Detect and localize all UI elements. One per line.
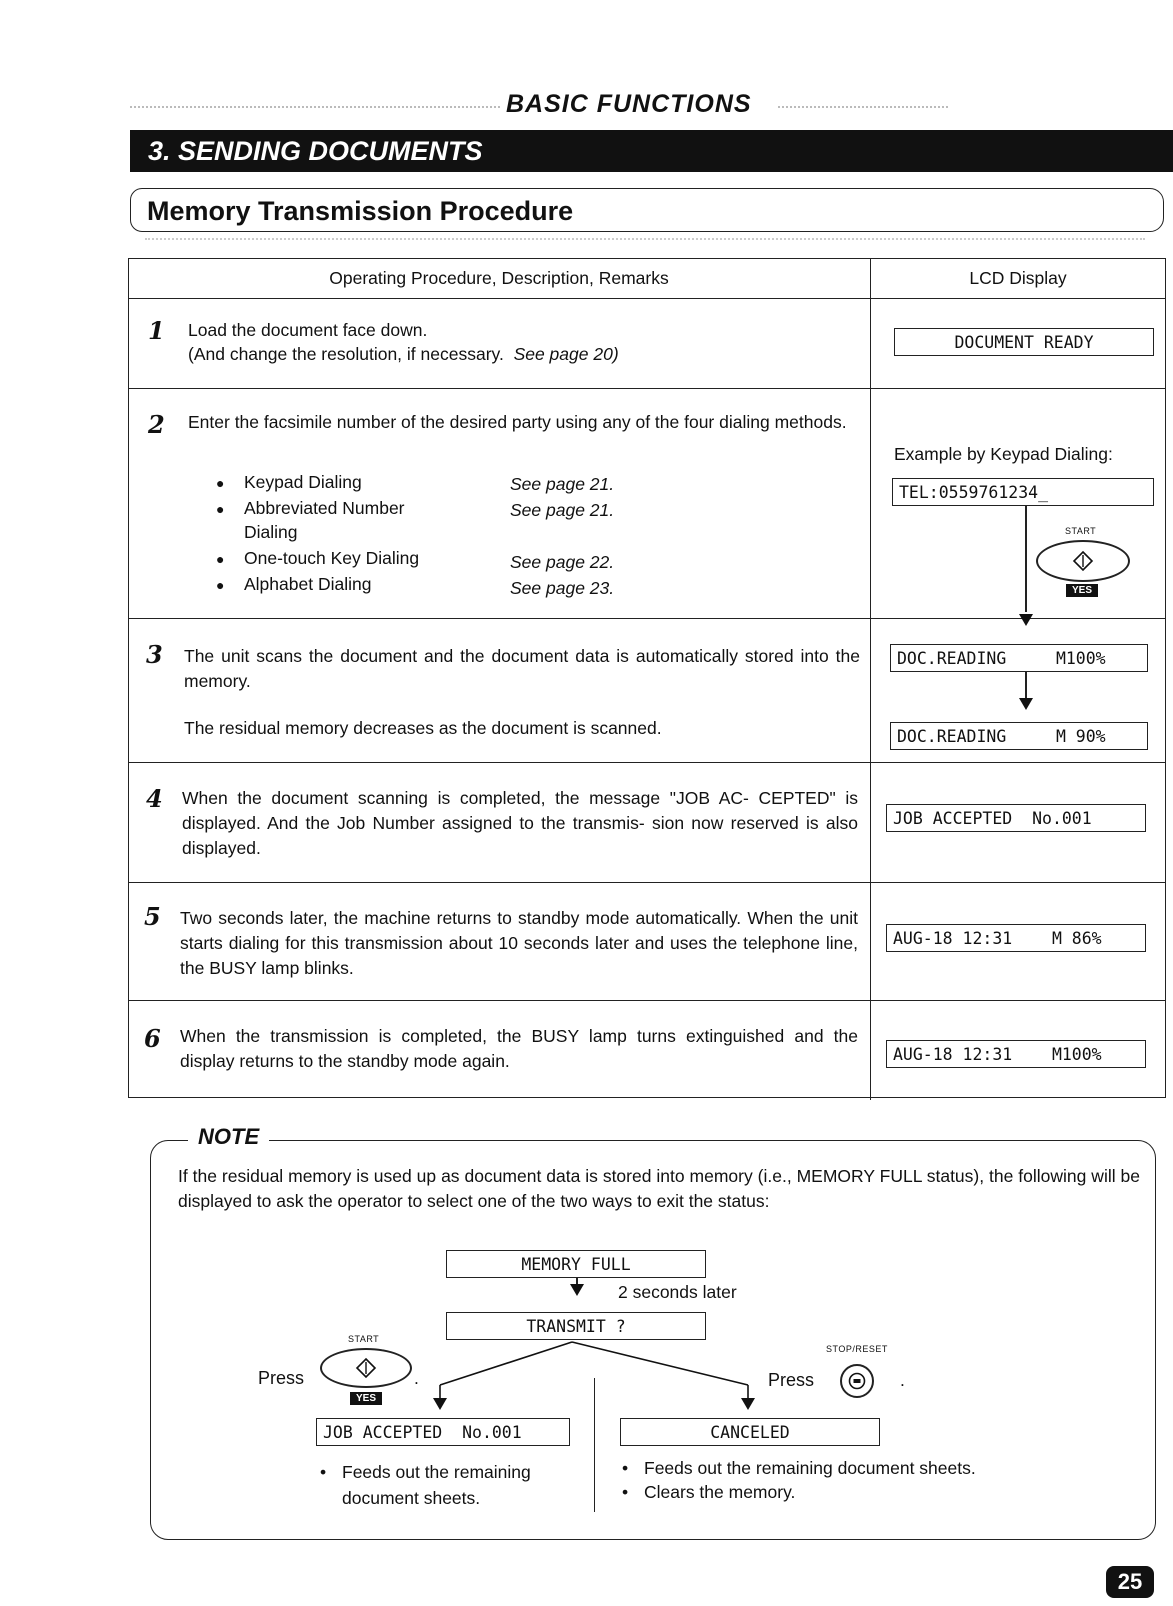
press-start-label: Press xyxy=(258,1368,305,1388)
branch-divider xyxy=(594,1378,595,1512)
right-bullet-dot-1: • xyxy=(622,1458,629,1478)
row-divider-4 xyxy=(128,882,1166,883)
arrow-down-icon xyxy=(433,1398,447,1410)
step-5-number: 5 xyxy=(144,902,161,931)
step-1-resolution-text: (And change the resolution, if necessary. xyxy=(188,344,514,364)
flow-line-step2 xyxy=(1025,506,1027,612)
step-4-text: When the document scanning is completed, the message "JOB AC- CEPTED" is displayed. And the Job Number assigned to the transmis- sion now reserved is also displayed. xyxy=(182,788,858,858)
method-keypad-ref: See page 21. xyxy=(510,474,615,494)
lcd-canceled: CANCELED xyxy=(620,1418,880,1446)
left-bullet-text2: document sheets. xyxy=(342,1488,481,1508)
press-start-period: . xyxy=(414,1368,419,1388)
step-4-number: 4 xyxy=(146,784,163,813)
stop-icon xyxy=(847,1371,867,1391)
header-dots-left xyxy=(130,106,500,108)
step-1-number: 1 xyxy=(148,316,165,345)
start-key-label: START xyxy=(1065,526,1097,536)
lcd-memory-full: MEMORY FULL xyxy=(446,1250,706,1278)
method-alphabet-label: ● Alphabet Dialing xyxy=(244,572,371,597)
note-title: NOTE xyxy=(188,1124,269,1150)
yes-badge-note: YES xyxy=(350,1392,382,1405)
arrow-down-icon xyxy=(1019,614,1033,626)
start-key-label-note: START xyxy=(348,1334,380,1344)
arrow-down-icon xyxy=(1019,698,1033,710)
press-stop-label: Press xyxy=(768,1370,815,1390)
subhead-dots xyxy=(145,238,1145,240)
start-diamond-icon xyxy=(355,1357,377,1379)
arrow-down-icon xyxy=(570,1284,584,1296)
branch-lines xyxy=(400,1340,780,1402)
note-text: If the residual memory is used up as document data is stored into memory (i.e., MEMORY FULL status), the following will be displayed to ask the operator to select one of the two ways to exit the status: xyxy=(178,1166,1140,1211)
start-key-button[interactable] xyxy=(1036,540,1130,582)
step-3-text1: The unit scans the document and the document data is automatically stored into the memory. xyxy=(184,646,860,691)
left-bullet-dot: • xyxy=(320,1462,327,1482)
flow-line-step3 xyxy=(1025,672,1027,700)
lcd-standby-86: AUG-18 12:31 M 86% xyxy=(886,924,1146,952)
step-2-text: Enter the facsimile number of the desired party using any of the four dialing methods. xyxy=(188,412,847,432)
step-6-number: 6 xyxy=(144,1024,161,1053)
start-diamond-icon xyxy=(1072,550,1094,572)
row-divider-2 xyxy=(128,618,1166,619)
press-stop-period: . xyxy=(900,1370,905,1390)
right-bullet-text-1: Feeds out the remaining document sheets. xyxy=(644,1458,976,1478)
arrow-down-icon xyxy=(741,1398,755,1410)
step-1-page-ref: See page 20) xyxy=(513,344,619,364)
stop-reset-button[interactable] xyxy=(840,1364,874,1398)
stop-reset-label: STOP/RESET xyxy=(826,1344,888,1354)
example-caption: Example by Keypad Dialing: xyxy=(894,444,1113,464)
lcd-standby-100: AUG-18 12:31 M100% xyxy=(886,1040,1146,1068)
method-abbreviated-label2: Dialing xyxy=(244,522,298,542)
left-bullet-text: Feeds out the remaining xyxy=(342,1462,531,1482)
table-header-line xyxy=(128,298,1166,299)
category-title: BASIC FUNCTIONS xyxy=(506,90,752,118)
yes-badge: YES xyxy=(1066,584,1098,597)
page-number: 25 xyxy=(1106,1566,1154,1598)
step-1-line2 xyxy=(188,342,619,367)
step-6-text: When the transmission is completed, the BUSY lamp turns extinguished and the display returns to the standby mode again. xyxy=(180,1026,858,1071)
method-abbreviated-ref: See page 21. xyxy=(510,500,615,520)
method-abbreviated-label: ● Abbreviated Number xyxy=(244,496,405,521)
header-dots-right xyxy=(778,106,948,108)
row-divider-1 xyxy=(128,388,1166,389)
method-onetouch-label: ● One-touch Key Dialing xyxy=(244,546,419,571)
row-divider-3 xyxy=(128,762,1166,763)
start-key-button-note[interactable] xyxy=(320,1348,412,1388)
step-5-text: Two seconds later, the machine returns to standby mode automatically. When the unit starts dialing for this transmission about 10 seconds later and uses the telephone line, the BUSY lamp blinks. xyxy=(180,908,858,978)
step-2-number: 2 xyxy=(148,410,165,439)
column-header-lcd: LCD Display xyxy=(969,268,1067,288)
step-3-text2: The residual memory decreases as the document is scanned. xyxy=(184,718,662,738)
two-seconds-label: 2 seconds later xyxy=(618,1282,737,1302)
column-header-procedure: Operating Procedure, Description, Remarks xyxy=(329,268,669,288)
section-banner: 3. SENDING DOCUMENTS xyxy=(130,130,1173,172)
method-keypad-label: ● Keypad Dialing xyxy=(244,470,362,495)
row-divider-5 xyxy=(128,1000,1166,1001)
lcd-job-accepted: JOB ACCEPTED No.001 xyxy=(886,804,1146,832)
step-1-line1: Load the document face down. xyxy=(188,320,428,340)
lcd-doc-reading-90: DOC.READING M 90% xyxy=(890,722,1148,750)
right-bullet-dot-2: • xyxy=(622,1482,629,1502)
method-alphabet-ref: See page 23. xyxy=(510,578,615,598)
section-subtitle: Memory Transmission Procedure xyxy=(130,188,1164,232)
lcd-job-accepted-note: JOB ACCEPTED No.001 xyxy=(316,1418,570,1446)
method-onetouch-ref: See page 22. xyxy=(510,552,615,572)
lcd-doc-reading-100: DOC.READING M100% xyxy=(890,644,1148,672)
step-3-number: 3 xyxy=(146,640,163,669)
lcd-tel-number: TEL:0559761234_ xyxy=(892,478,1154,506)
lcd-transmit: TRANSMIT ? xyxy=(446,1312,706,1340)
lcd-document-ready: DOCUMENT READY xyxy=(894,328,1154,356)
right-bullet-text-2: Clears the memory. xyxy=(644,1482,796,1502)
table-column-divider xyxy=(870,258,871,1100)
